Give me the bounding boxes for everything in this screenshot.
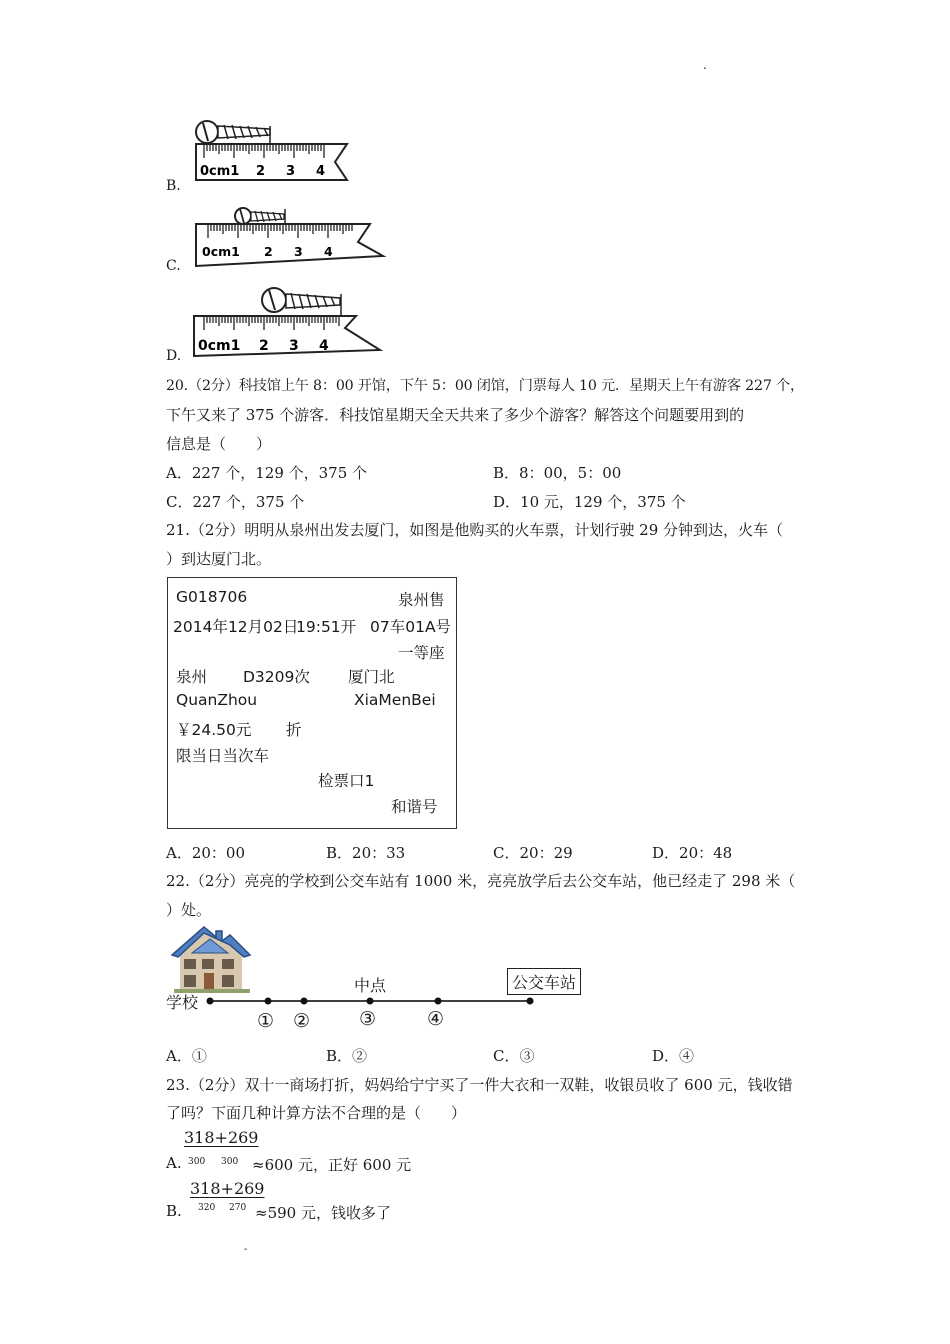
ruler-d-figure [188, 282, 388, 364]
midpoint-label: 中点 [354, 976, 387, 995]
q23-a-text: ≈600 元，正好 600 元 [252, 1156, 412, 1174]
ticket-class: 一等座 [398, 644, 445, 662]
q20-option-a[interactable]: A．227 个，129 个，375 个 [166, 464, 368, 482]
q22-line-2: ）处。 [166, 901, 212, 919]
ticket-valid: 限当日当次车 [176, 747, 270, 765]
q22-option-c[interactable]: C．③ [493, 1047, 535, 1065]
q21-option-d[interactable]: D．20：48 [652, 844, 733, 862]
footer-mark: - [244, 1244, 248, 1255]
q23-b-text: ≈590 元，钱收多了 [255, 1204, 391, 1222]
ticket-train: D3209次 [243, 668, 310, 686]
q23-a-label[interactable]: A. [166, 1154, 182, 1172]
point-4-label: ④ [427, 1008, 445, 1030]
q23-b-estimate-2: 270 [229, 1203, 247, 1213]
train-ticket [167, 577, 457, 829]
q20-line-1: 20.（2分）科技馆上午 8：00 开馆，下午 5：00 闭馆，门票每人 10 元．星期天上午有游客 227 个， [166, 378, 804, 394]
svg-text:3: 3 [289, 338, 299, 354]
ticket-to: 厦门北 [348, 668, 395, 686]
ticket-gate: 检票口1 [318, 772, 375, 790]
svg-text:2: 2 [264, 244, 273, 259]
option-b-label: B. [166, 178, 181, 194]
svg-text:4: 4 [324, 244, 333, 259]
svg-text:0cm1: 0cm1 [202, 244, 240, 259]
screw-b-icon [196, 121, 270, 146]
q21-option-a[interactable]: A．20：00 [166, 844, 246, 862]
q21-line-1: 21.（2分）明明从泉州出发去厦门，如图是他购买的火车票，计划行驶 29 分钟到达，火车（ [166, 521, 784, 539]
svg-text:2: 2 [259, 338, 269, 354]
ticket-discount: 折 [286, 721, 302, 739]
point-2-label: ② [293, 1010, 311, 1032]
station-label: 公交车站 [507, 968, 581, 995]
ticket-price: ￥24.50元 [176, 721, 252, 739]
ticket-to-pinyin: XiaMenBei [354, 691, 436, 709]
svg-text:4: 4 [316, 164, 326, 179]
svg-text:0cm1: 0cm1 [198, 338, 241, 354]
ticket-seller: 泉州售 [398, 591, 445, 609]
ticket-from: 泉州 [176, 668, 208, 686]
q23-b-expression: 318+269 [190, 1179, 265, 1198]
q23-line-1: 23.（2分）双十一商场打折，妈妈给宁宁买了一件大衣和一双鞋，收银员收了 600 元，钱收错 [166, 1076, 793, 1094]
svg-text:4: 4 [319, 338, 329, 354]
q23-line-2: 了吗？下面几种计算方法不合理的是（ ） [166, 1104, 467, 1122]
q23-b-label[interactable]: B. [166, 1202, 182, 1220]
school-label: 学校 [166, 993, 199, 1012]
point-3-label: ③ [359, 1008, 377, 1030]
q22-line-1: 22.（2分）亮亮的学校到公交车站有 1000 米，亮亮放学后去公交车站，他已经走了 298 米（ [166, 872, 796, 890]
ticket-seat: 07车01A号 [370, 618, 452, 636]
q23-a-expression: 318+269 [184, 1128, 259, 1147]
q23-a-estimate-1: 300 [188, 1157, 206, 1167]
house-icon [170, 923, 252, 995]
q23-a-estimate-2: 300 [221, 1157, 239, 1167]
option-d-label: D. [166, 348, 182, 364]
option-c-label: C. [166, 258, 181, 274]
svg-text:3: 3 [294, 244, 303, 259]
ticket-date: 2014年12月02日 [173, 618, 299, 636]
q21-option-b[interactable]: B．20：33 [326, 844, 406, 862]
q20-option-b[interactable]: B．8：00，5：00 [493, 464, 622, 482]
q22-option-a[interactable]: A．① [166, 1047, 207, 1065]
q22-option-b[interactable]: B．② [326, 1047, 368, 1065]
ticket-from-pinyin: QuanZhou [176, 691, 258, 709]
ruler-c-figure [190, 202, 390, 272]
ticket-brand: 和谐号 [391, 798, 438, 816]
q23-b-estimate-1: 320 [198, 1203, 216, 1213]
svg-text:2: 2 [256, 164, 266, 179]
q20-line-3: 信息是（ ） [166, 435, 272, 453]
q21-option-c[interactable]: C．20：29 [493, 844, 573, 862]
ticket-time: 19:51开 [296, 618, 357, 636]
ruler-b-figure [190, 112, 370, 196]
screw-d-icon [262, 288, 341, 318]
svg-text:3: 3 [286, 164, 296, 179]
point-1-label: ① [257, 1010, 275, 1032]
q20-line-2: 下午又来了 375 个游客．科技馆星期天全天共来了多少个游客？解答这个问题要用到的 [166, 406, 745, 424]
q20-option-c[interactable]: C．227 个，375 个 [166, 493, 305, 511]
header-mark: . [703, 58, 707, 72]
ticket-serial: G018706 [176, 588, 248, 606]
q21-line-2: ）到达厦门北。 [166, 550, 272, 568]
q20-option-d[interactable]: D．10 元，129 个，375 个 [493, 493, 686, 511]
svg-text:0cm1: 0cm1 [200, 164, 240, 179]
q22-option-d[interactable]: D．④ [652, 1047, 695, 1065]
